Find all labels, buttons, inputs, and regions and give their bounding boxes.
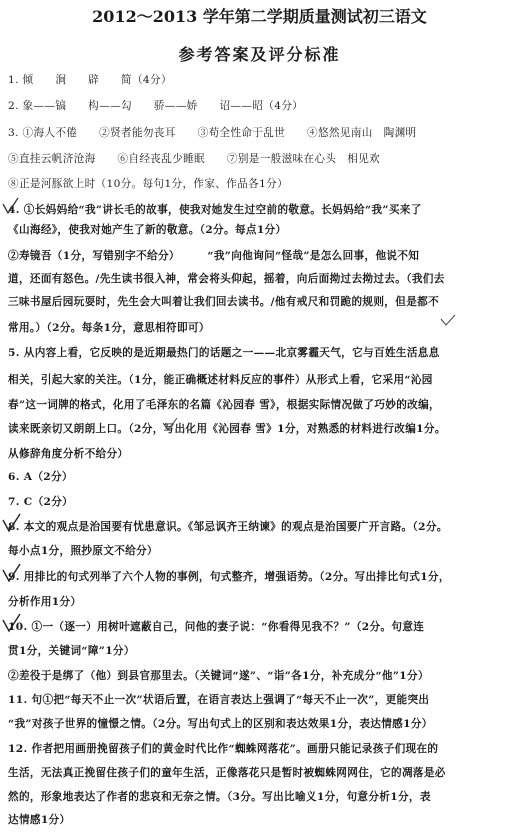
answer-line: 读来既亲切又朗朗上口。（2分，写出化用《沁园春 雪》1分，对熟悉的材料进行改编1分。 (8, 423, 446, 435)
answer-line: 1. 倾 涧 辟 简（4分） (8, 74, 172, 86)
answer-line: 春”这一词牌的格式，化用了毛泽东的名篇《沁园春 雪》，根据实际情况做了巧妙的改编， (8, 399, 440, 411)
answer-line: 贯1分，关键词“障”1分） (8, 645, 135, 657)
check-mark-icon (438, 312, 458, 328)
answer-line: 生活，无法真正挽留住孩子们的童年生活，正像落花只是暂时被蜘蛛网网住，它的凋落是必 (8, 767, 446, 779)
answer-line: 10. ①一（逐一）用树叶遮蔽自己，问他的妻子说：“你看得见我不？”（2分。句意连 (8, 621, 425, 633)
answer-line: 每小点1分，照抄原文不给分） (8, 545, 158, 557)
answer-line: 8. 本文的观点是治国要有忧患意识。《邹忌讽齐王纳谏》的观点是治国要广开言路。（2分。 (8, 521, 448, 533)
answer-line: 从修辞角度分析不给分） (8, 448, 129, 460)
answer-line: 12. 作者把用画册挽留孩子们的黄金时代比作“蜘蛛网落花”。画册只能记录孩子们现在的 (8, 743, 439, 755)
answer-line: 分析作用1分） (8, 596, 82, 608)
check-mark-icon (0, 196, 20, 218)
answer-line: “我”对孩子世界的憧憬之情。（2分。写出句式上的区别和表达效果1分，表达情感1分） (8, 718, 433, 730)
answer-line: 7. C（2分） (8, 496, 74, 508)
check-mark-icon (0, 612, 22, 636)
answer-line: 常用。）（2分。每条1分，意思相符即可） (8, 322, 210, 334)
answer-line: ②差役于是绑了（他）到县官那里去。（关键词“遂”、“诣”各1分，补充成分“他”1分） (8, 670, 429, 682)
answer-line: ⑤直挂云帆济沧海 ⑥自经丧乱少睡眠 ⑦别是一般滋味在心头 相见欢 (8, 153, 381, 165)
answer-line: 相关，引起大家的关注。（1分，能正确概述材料反应的事件）从形式上看，它采用“沁园 (8, 374, 433, 386)
document-subtitle: 参考答案及评分标准 (178, 45, 341, 64)
document-title: 2012～2013 学年第二学期质量测试初三语文 (92, 7, 427, 26)
answer-line: 5. 从内容上看，它反映的是近期最热门的话题之一——北京雾霾天气，它与百姓生活息息 (8, 347, 440, 359)
answer-line: 6. A（2分） (8, 471, 73, 483)
answer-line: ⑧正是河豚欲上时（10分。每句1分，作家、作品各1分） (8, 178, 289, 190)
check-mark-icon (160, 415, 180, 433)
answer-line: 11. 句①把“每天不止一次”状语后置，在语言表达上强调了“每天不止一次”，更能突出 (8, 694, 430, 706)
check-mark-icon (0, 562, 22, 586)
answer-line: 道，还面有怒色。/先生读书很入神，常会将头仰起，摇着，向后面拗过去拗过去。（我们去 (8, 273, 445, 285)
answer-line: 9. 用排比的句式列举了六个人物的事例，句式整齐，增强语势。（2分。写出排比句式1分， (8, 571, 450, 583)
answer-line: 《山海经》，使我对她产生了新的敬意。（2分。每点1分） (8, 224, 287, 236)
answer-line: 4. ①长妈妈给“我”讲长毛的故事，使我对她发生过空前的敬意。长妈妈给“我”买来了 (8, 204, 422, 216)
answer-line: 3. ①海人不倦 ②贤者能勿丧耳 ③苟全性命于乱世 ④悠然见南山 陶渊明 (8, 127, 417, 139)
check-mark-icon (0, 512, 22, 536)
answer-line: 达情感1分） (8, 814, 71, 826)
answer-line: ②寿镜吾（1分，写错别字不给分） “我”向他询问“怪哉”是怎么回事，他说不知 (8, 250, 420, 262)
answer-line: 三味书屋后园玩耍时，先生会大叫着让我们回去读书。/他有戒尺和罚跪的规则，但是都不 (8, 296, 440, 308)
answer-line: 2. 象——镐 构——勾 骄——娇 诏——昭（4分） (8, 100, 304, 112)
answer-line: 然的，形象地表达了作者的悲哀和无奈之情。（3分。写出比喻义1分，句意分析1分，表 (8, 791, 431, 803)
